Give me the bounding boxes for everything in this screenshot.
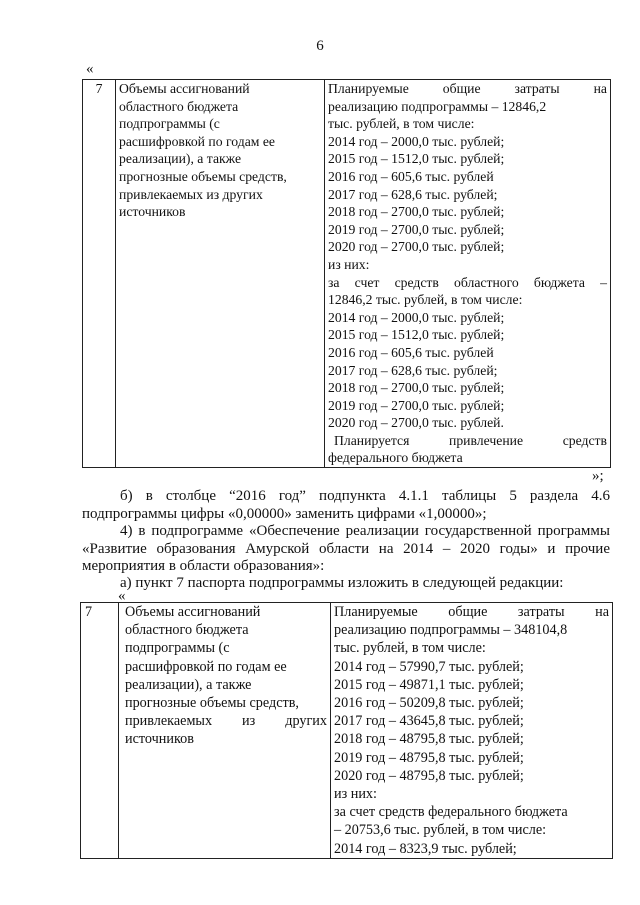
value-line: 2019 год – 2700,0 тыс. рублей; [328,221,505,237]
row-number: 7 [83,80,116,468]
value-line: за счет средств федерального бюджета [334,804,568,821]
row-values [325,80,611,468]
description-line: Объемы ассигнований [119,81,250,96]
description-line: областного бюджета [119,98,239,114]
value-line: 2015 год – 49871,1 тыс. рублей; [334,676,524,693]
value-line: 2020 год – 2700,0 тыс. рублей; [328,239,505,255]
description-line: подпрограммы (с [119,116,220,132]
description-line: расшифровкой по годам ее [119,133,276,149]
description-line: привлекаемых из других [125,713,327,730]
passport-table-1 [82,79,611,468]
paragraph-4: 4) в подпрограмме «Обеспечение реализации государственной программы «Развитие образования Амурской области на 2014 – 2020 годы» и прочие мероприятия в области образования»: [82,523,610,575]
row-values [331,603,613,859]
passport-table-2 [80,602,613,859]
value-line: 2014 год – 2000,0 тыс. рублей; [328,133,505,149]
value-line: Планируется привлечение средств [334,432,607,448]
value-line: реализацию подпрограммы – 12846,2 [328,98,547,114]
value-line: реализацию подпрограммы – 348104,8 [334,622,568,639]
description-line: привлекаемых из других [119,186,263,202]
value-line: 2016 год – 605,6 тыс. рублей [328,344,494,360]
paragraph-b: б) в столбце “2016 год” подпункта 4.1.1 таблицы 5 раздела 4.6 подпрограммы цифры «0,00000» заменить цифрами «1,00000»; [82,488,610,522]
table-row [81,603,613,859]
opening-quote: « [118,588,126,604]
description-line: источников [119,204,186,220]
value-line: 2014 год – 57990,7 тыс. рублей; [334,658,524,675]
description-line: расшифровкой по годам ее [125,658,287,675]
value-line: 2020 год – 2700,0 тыс. рублей. [328,415,504,431]
value-line: тыс. рублей, в том числе: [334,640,486,657]
value-line: Планируемые общие затраты на [334,604,609,620]
value-line: 2017 год – 628,6 тыс. рублей; [328,186,498,202]
value-line: 2016 год – 50209,8 тыс. рублей; [334,695,524,712]
description-line: прогнозные объемы средств, [119,168,287,184]
value-line: 2018 год – 48795,8 тыс. рублей; [334,731,524,748]
value-line: 2019 год – 48795,8 тыс. рублей; [334,749,524,766]
value-line: Планируемые общие затраты на [328,81,607,96]
value-line: 2016 год – 605,6 тыс. рублей [328,168,494,184]
value-line: – 20753,6 тыс. рублей, в том числе: [334,822,547,839]
description-line: подпрограммы (с [125,640,230,657]
value-line: 12846,2 тыс. рублей, в том числе: [328,292,523,308]
value-line: тыс. рублей, в том числе: [328,116,475,132]
value-line: из них: [334,786,377,803]
row-description [119,603,331,859]
page-number: 6 [316,38,324,54]
closing-quote: »; [592,468,604,484]
value-line: 2017 год – 628,6 тыс. рублей; [328,362,498,378]
value-line: 2014 год – 8323,9 тыс. рублей; [334,840,517,857]
value-line: 2014 год – 2000,0 тыс. рублей; [328,309,505,325]
description-line: областного бюджета [125,622,249,639]
value-line: 2018 год – 2700,0 тыс. рублей; [328,380,505,396]
value-line: за счет средств областного бюджета – [328,274,607,290]
row-description [116,80,325,468]
value-line: 2018 год – 2700,0 тыс. рублей; [328,204,505,220]
value-line: 2015 год – 1512,0 тыс. рублей; [328,327,505,343]
value-line: из них: [328,256,370,272]
paragraph-a: а) пункт 7 паспорта подпрограммы изложить в следующей редакции: [120,575,564,591]
value-line: 2020 год – 48795,8 тыс. рублей; [334,767,524,784]
value-line: федерального бюджета [328,450,463,466]
value-line: 2017 год – 43645,8 тыс. рублей; [334,713,524,730]
value-line: 2019 год – 2700,0 тыс. рублей; [328,397,505,413]
description-line: реализации), а также [125,676,252,693]
row-number: 7 [81,603,119,859]
description-line: прогнозные объемы средств, [125,695,299,712]
description-line: Объемы ассигнований [125,604,261,620]
value-line: 2015 год – 1512,0 тыс. рублей; [328,151,505,167]
opening-quote: « [86,61,94,77]
table-row [83,80,611,468]
description-line: источников [125,731,194,748]
description-line: реализации), а также [119,151,242,167]
